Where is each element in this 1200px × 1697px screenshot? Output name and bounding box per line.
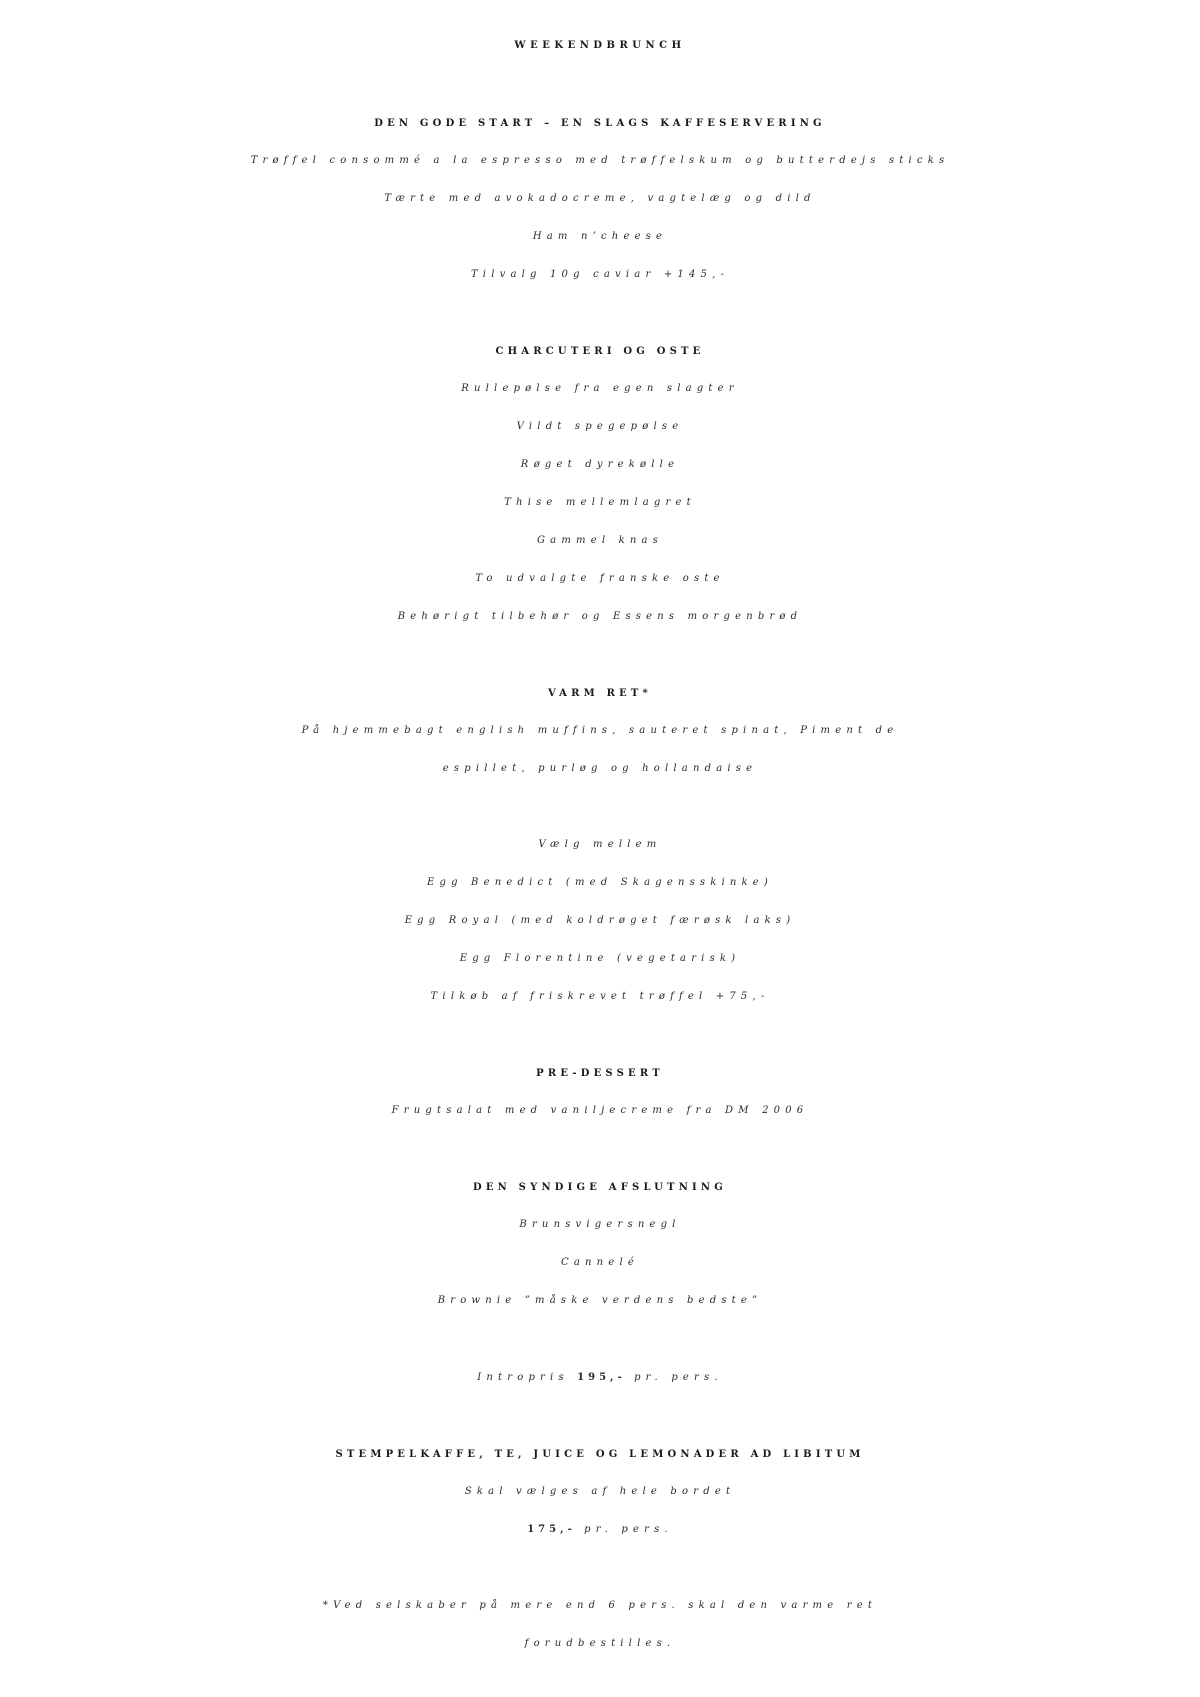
drinks-price-suffix: pr. pers. [584, 1524, 673, 1535]
intro-price [0, 1372, 1200, 1383]
menu-item: Trøffel consommé a la espresso med trøffelskum og butterdejs sticks [250, 155, 950, 166]
drinks-heading: STEMPELKAFFE, TE, JUICE OG LEMONADER AD LIBITUM [335, 1449, 865, 1460]
menu-item: Cannelé [561, 1257, 639, 1268]
section-heading-charcuteri: CHARCUTERI OG OSTE [495, 346, 705, 357]
choice-item: Tilkøb af friskrevet trøffel +75,- [430, 991, 770, 1002]
drinks-price-amount: 175,- [527, 1524, 576, 1535]
section-heading-den-syndige-afslutning: DEN SYNDIGE AFSLUTNING [472, 1182, 728, 1193]
choice-intro: Vælg mellem [538, 839, 662, 850]
menu-item: Ham n’cheese [532, 231, 668, 242]
menu-item: På hjemmebagt english muffins, sauteret spinat, Piment de [301, 725, 899, 736]
section-heading-den-gode-start: DEN GODE START – EN SLAGS KAFFESERVERING [374, 118, 826, 129]
menu-item: Rullepølse fra egen slagter [461, 383, 739, 394]
choice-item: Egg Benedict (med Skagensskinke) [426, 877, 774, 888]
menu-item: To udvalgte franske oste [475, 573, 725, 584]
menu-item: Røget dyrekølle [520, 459, 680, 470]
menu-title: WEEKENDBRUNCH [514, 40, 686, 51]
choice-item: Egg Royal (med koldrøget færøsk laks) [404, 915, 796, 926]
section-heading-varm-ret: VARM RET* [547, 688, 652, 699]
choice-item: Egg Florentine (vegetarisk) [459, 953, 741, 964]
menu-item: Brunsvigersnegl [519, 1219, 681, 1230]
menu-item: Tærte med avokadocreme, vagtelæg og dild [384, 193, 816, 204]
menu-item: Thise mellemlagret [504, 497, 696, 508]
menu-item: espillet, purløg og hollandaise [442, 763, 758, 774]
menu-item: Frugtsalat med vaniljecreme fra DM 2006 [391, 1105, 809, 1116]
drinks-note: Skal vælges af hele bordet [464, 1486, 736, 1497]
section-heading-pre-dessert: PRE-DESSERT [536, 1068, 664, 1079]
intro-price-label: Intropris [477, 1372, 569, 1383]
drinks-price [0, 1524, 1200, 1535]
menu-item: Tilvalg 10g caviar +145,- [470, 269, 730, 280]
intro-price-suffix: pr. pers. [634, 1372, 723, 1383]
footnote-line: forudbestilles. [524, 1638, 676, 1649]
menu-item: Brownie ”måske verdens bedste” [437, 1295, 763, 1306]
menu-item: Vildt spegepølse [516, 421, 684, 432]
menu-item: Gammel knas [536, 535, 663, 546]
menu-item: Behørigt tilbehør og Essens morgenbrød [397, 611, 803, 622]
intro-price-amount: 195,- [577, 1372, 626, 1383]
footnote-line: *Ved selskaber på mere end 6 pers. skal den varme ret [322, 1600, 878, 1611]
